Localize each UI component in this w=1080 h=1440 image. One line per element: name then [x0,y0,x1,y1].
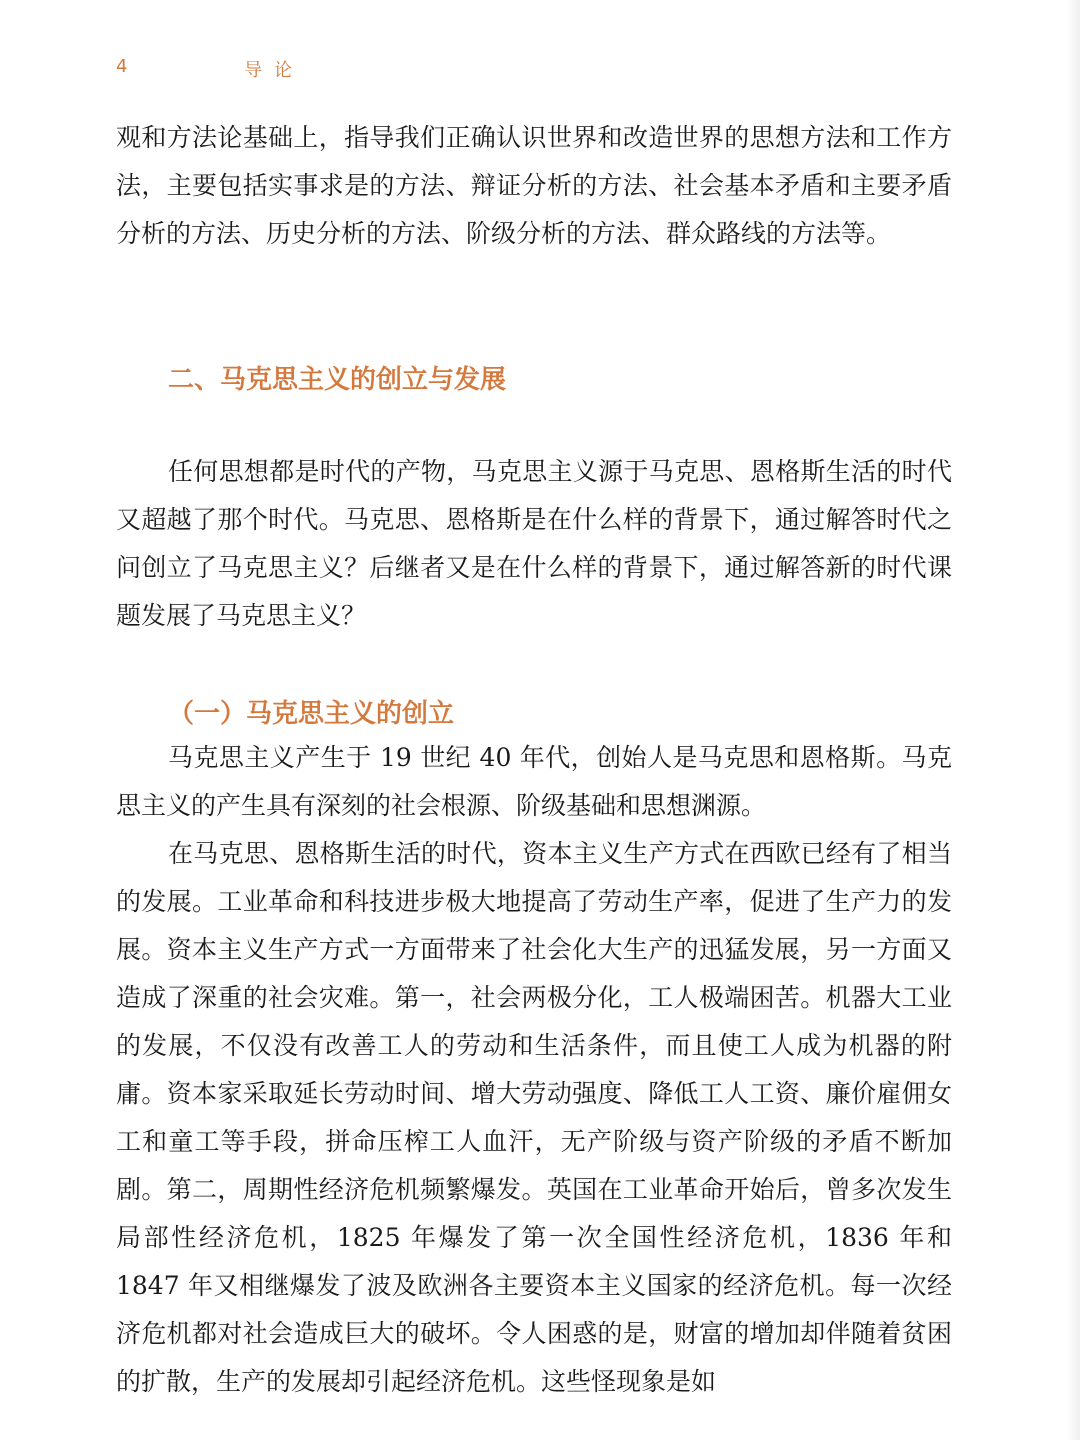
section-heading: 二、马克思主义的创立与发展 [168,365,507,395]
subsection-heading: （一）马克思主义的创立 [168,699,455,729]
paragraph-social-roots: 在马克思、恩格斯生活的时代，资本主义生产方式在西欧已经有了相当的发展。工业革命和科技进步极大地提高了劳动生产率，促进了生产力的发展。资本主义生产方式一方面带来了社会化大生产的迅猛发展，另一方面又造成了深重的社会灾难。第一，社会两极分化，工人极端困苦。机器大工业的发展，不仅没有改善工人的劳动和生活条件，而且使工人成为机器的附庸。资本家采取延长劳动时间、增大劳动强度、降低工人工资、廉价雇佣女工和童工等手段，拼命压榨工人血汗，无产阶级与资产阶级的矛盾不断加剧。第二，周期性经济危机频繁爆发。英国在工业革命开始后，曾多次发生局部性经济危机，1825 年爆发了第一次全国性经济危机，1836 年和 1847 年又相继爆发了波及欧洲各主要资本主义国家的经济危机。每一次经济危机都对社会造成巨大的破坏。令人困惑的是，财富的增加却伴随着贫困的扩散，生产的发展却引起经济危机。这些怪现象是如 [116,839,952,1396]
running-head [116,56,516,82]
paragraph-origin: 马克思主义产生于 19 世纪 40 年代，创始人是马克思和恩格斯。马克思主义的产生具有深刻的社会根源、阶级基础和思想渊源。 [116,743,952,820]
page-number: 4 [116,56,128,77]
paragraph-methods: 观和方法论基础上，指导我们正确认识世界和改造世界的思想方法和工作方法，主要包括实事求是的方法、辩证分析的方法、社会基本矛盾和主要矛盾分析的方法、历史分析的方法、阶级分析的方法、群众路线的方法等。 [116,123,952,248]
page-edge-shadow [1066,0,1080,1440]
chapter-title: 导论 [244,60,304,81]
paragraph-intro: 任何思想都是时代的产物，马克思主义源于马克思、恩格斯生活的时代又超越了那个时代。马克思、恩格斯是在什么样的背景下，通过解答时代之问创立了马克思主义？后继者又是在什么样的背景下，通过解答新的时代课题发展了马克思主义？ [116,457,952,630]
